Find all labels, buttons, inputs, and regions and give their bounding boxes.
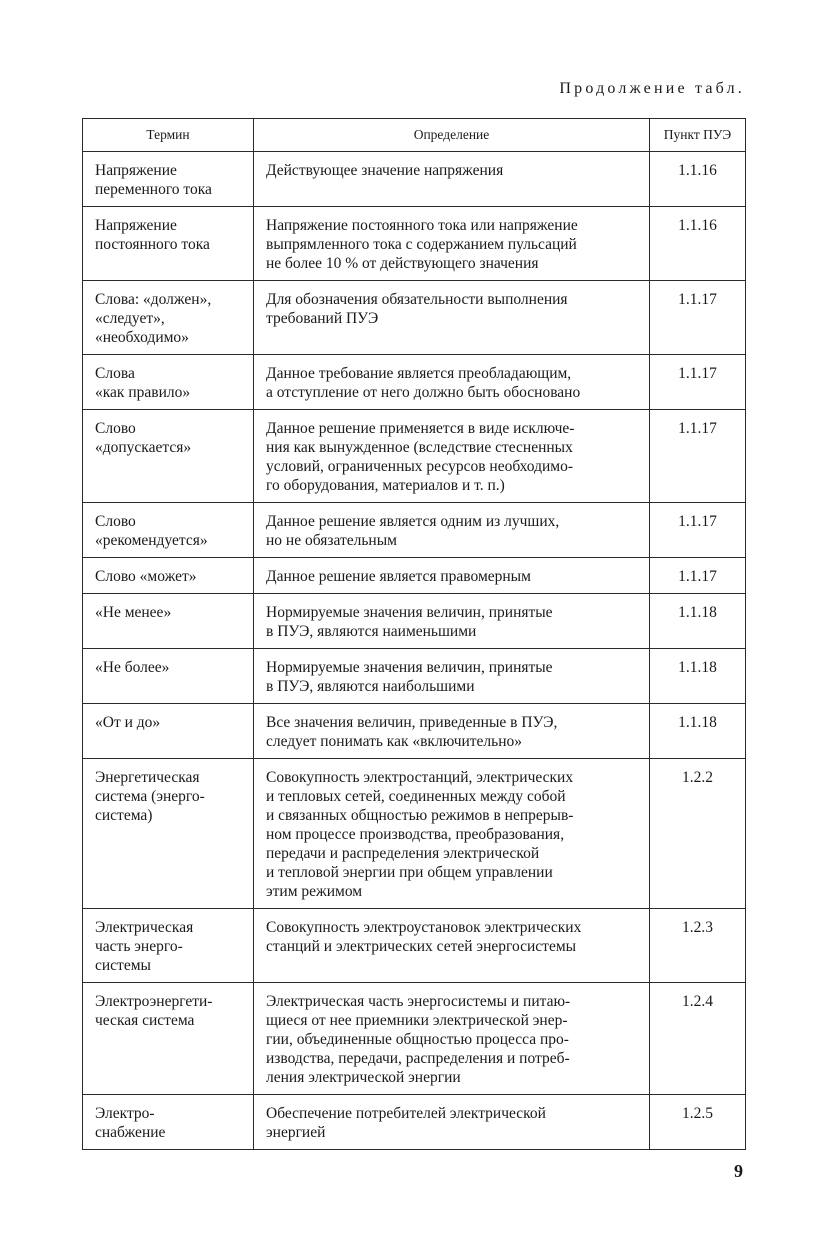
term-cell xyxy=(83,152,254,207)
term-line: Энергетическая xyxy=(95,769,200,786)
definition-cell xyxy=(254,594,650,649)
pue-clause-cell: 1.1.17 xyxy=(650,281,746,355)
pue-clause-cell: 1.2.4 xyxy=(650,983,746,1095)
definition-line: Обеспечение потребителей электрической xyxy=(266,1105,546,1122)
term-line: Слово xyxy=(95,420,136,437)
definition-line: в ПУЭ, являются наибольшими xyxy=(266,678,475,695)
pue-clause-cell: 1.1.18 xyxy=(650,704,746,759)
pue-clause-cell: 1.1.17 xyxy=(650,410,746,503)
table-row xyxy=(83,503,746,558)
column-header-pue-clause: Пункт ПУЭ xyxy=(650,119,746,152)
term-line: Слово «может» xyxy=(95,568,197,585)
definition-line: ления электрической энергии xyxy=(266,1069,461,1086)
term-line: Электрическая xyxy=(95,919,194,936)
definition-line: а отступление от него должно быть обосновано xyxy=(266,384,581,401)
term-line: «Не более» xyxy=(95,659,170,676)
definition-line: Данное решение применяется в виде исключе- xyxy=(266,420,575,437)
definition-cell xyxy=(254,1095,650,1150)
definition-cell xyxy=(254,410,650,503)
term-line: Напряжение xyxy=(95,162,177,179)
definition-cell xyxy=(254,983,650,1095)
term-cell xyxy=(83,704,254,759)
table-continuation-label: Продолжение табл. xyxy=(559,80,745,97)
table-row xyxy=(83,649,746,704)
definition-line: Для обозначения обязательности выполнения xyxy=(266,291,568,308)
definition-cell xyxy=(254,152,650,207)
definition-cell xyxy=(254,704,650,759)
definition-cell xyxy=(254,759,650,909)
definition-line: изводства, передачи, распределения и потреб- xyxy=(266,1050,570,1067)
definition-line: но не обязательным xyxy=(266,532,397,549)
definition-cell xyxy=(254,503,650,558)
definition-line: выпрямленного тока с содержанием пульсаций xyxy=(266,236,577,253)
pue-clause-cell: 1.2.3 xyxy=(650,909,746,983)
table-row xyxy=(83,207,746,281)
table-row xyxy=(83,281,746,355)
definition-line: Нормируемые значения величин, принятые xyxy=(266,604,553,621)
term-line: переменного тока xyxy=(95,181,212,198)
term-line: «необходимо» xyxy=(95,329,189,346)
definition-line: щиеся от нее приемники электрической энер- xyxy=(266,1012,568,1029)
definition-cell xyxy=(254,558,650,594)
term-line: «От и до» xyxy=(95,714,161,731)
definition-line: и тепловой энергии при общем управлении xyxy=(266,864,553,881)
definition-line: передачи и распределения электрической xyxy=(266,845,540,862)
definition-line: и тепловых сетей, соединенных между собой xyxy=(266,788,566,805)
pue-clause-cell: 1.2.5 xyxy=(650,1095,746,1150)
pue-clause-cell: 1.1.18 xyxy=(650,649,746,704)
term-cell xyxy=(83,759,254,909)
term-line: Слова: «должен», xyxy=(95,291,212,308)
term-line: Напряжение xyxy=(95,217,177,234)
term-line: постоянного тока xyxy=(95,236,210,253)
definition-line: Нормируемые значения величин, принятые xyxy=(266,659,553,676)
definition-line: в ПУЭ, являются наименьшими xyxy=(266,623,477,640)
term-cell xyxy=(83,594,254,649)
definition-line: энергией xyxy=(266,1124,326,1141)
table-row xyxy=(83,594,746,649)
table-row xyxy=(83,410,746,503)
definition-line: ния как вынужденное (вследствие стесненных xyxy=(266,439,573,456)
term-line: «как правило» xyxy=(95,384,191,401)
pue-clause-cell: 1.1.16 xyxy=(650,207,746,281)
term-line: Электро- xyxy=(95,1105,155,1122)
definition-line: условий, ограниченных ресурсов необходимо- xyxy=(266,458,574,475)
definition-line: гии, объединенные общностью процесса про- xyxy=(266,1031,569,1048)
definition-line: Совокупность электростанций, электрических xyxy=(266,769,574,786)
term-line: Электроэнергети- xyxy=(95,993,213,1010)
definition-line: требований ПУЭ xyxy=(266,310,379,327)
definition-line: этим режимом xyxy=(266,883,363,900)
definition-line: Все значения величин, приведенные в ПУЭ, xyxy=(266,714,558,731)
table-row xyxy=(83,983,746,1095)
pue-clause-cell: 1.2.2 xyxy=(650,759,746,909)
term-cell xyxy=(83,410,254,503)
definition-cell xyxy=(254,909,650,983)
definition-line: не более 10 % от действующего значения xyxy=(266,255,539,272)
definition-line: станций и электрических сетей энергосистемы xyxy=(266,938,577,955)
definition-line: Действующее значение напряжения xyxy=(266,162,504,179)
definition-line: следует понимать как «включительно» xyxy=(266,733,523,750)
definition-cell xyxy=(254,281,650,355)
term-line: часть энерго- xyxy=(95,938,183,955)
table-body xyxy=(83,152,746,1150)
term-cell xyxy=(83,355,254,410)
page-number: 9 xyxy=(734,1161,743,1181)
term-line: «Не менее» xyxy=(95,604,172,621)
term-line: снабжение xyxy=(95,1124,166,1141)
term-line: системы xyxy=(95,957,151,974)
table-row xyxy=(83,355,746,410)
term-cell xyxy=(83,983,254,1095)
term-cell xyxy=(83,649,254,704)
term-cell xyxy=(83,281,254,355)
term-cell xyxy=(83,558,254,594)
term-cell xyxy=(83,503,254,558)
term-cell xyxy=(83,909,254,983)
definition-line: Данное решение является правомерным xyxy=(266,568,531,585)
definition-line: и связанных общностью режимов в непрерыв- xyxy=(266,807,574,824)
column-header-definition: Определение xyxy=(254,119,650,152)
definition-line: ном процессе производства, преобразования, xyxy=(266,826,565,843)
term-cell xyxy=(83,207,254,281)
table-row xyxy=(83,1095,746,1150)
table-row xyxy=(83,909,746,983)
term-line: система (энерго- xyxy=(95,788,205,805)
column-header-term: Термин xyxy=(83,119,254,152)
definition-line: Электрическая часть энергосистемы и питаю- xyxy=(266,993,571,1010)
definition-cell xyxy=(254,649,650,704)
pue-clause-cell: 1.1.16 xyxy=(650,152,746,207)
definition-line: го оборудования, материалов и т. п.) xyxy=(266,477,505,494)
pue-clause-cell: 1.1.17 xyxy=(650,503,746,558)
definition-line: Данное требование является преобладающим, xyxy=(266,365,572,382)
definition-line: Данное решение является одним из лучших, xyxy=(266,513,560,530)
term-line: «допускается» xyxy=(95,439,192,456)
term-line: ческая система xyxy=(95,1012,195,1029)
terms-table xyxy=(82,118,746,1150)
term-line: Слово xyxy=(95,513,136,530)
pue-clause-cell: 1.1.17 xyxy=(650,355,746,410)
definition-line: Напряжение постоянного тока или напряжение xyxy=(266,217,578,234)
definition-cell xyxy=(254,207,650,281)
table-row xyxy=(83,152,746,207)
term-line: «следует», xyxy=(95,310,165,327)
term-line: система) xyxy=(95,807,153,824)
pue-clause-cell: 1.1.18 xyxy=(650,594,746,649)
definition-line: Совокупность электроустановок электрических xyxy=(266,919,582,936)
table-row xyxy=(83,558,746,594)
term-cell xyxy=(83,1095,254,1150)
term-line: «рекомендуется» xyxy=(95,532,208,549)
definition-cell xyxy=(254,355,650,410)
pue-clause-cell: 1.1.17 xyxy=(650,558,746,594)
table-row xyxy=(83,704,746,759)
term-line: Слова xyxy=(95,365,135,382)
table-row xyxy=(83,759,746,909)
table-header-row xyxy=(83,119,746,152)
